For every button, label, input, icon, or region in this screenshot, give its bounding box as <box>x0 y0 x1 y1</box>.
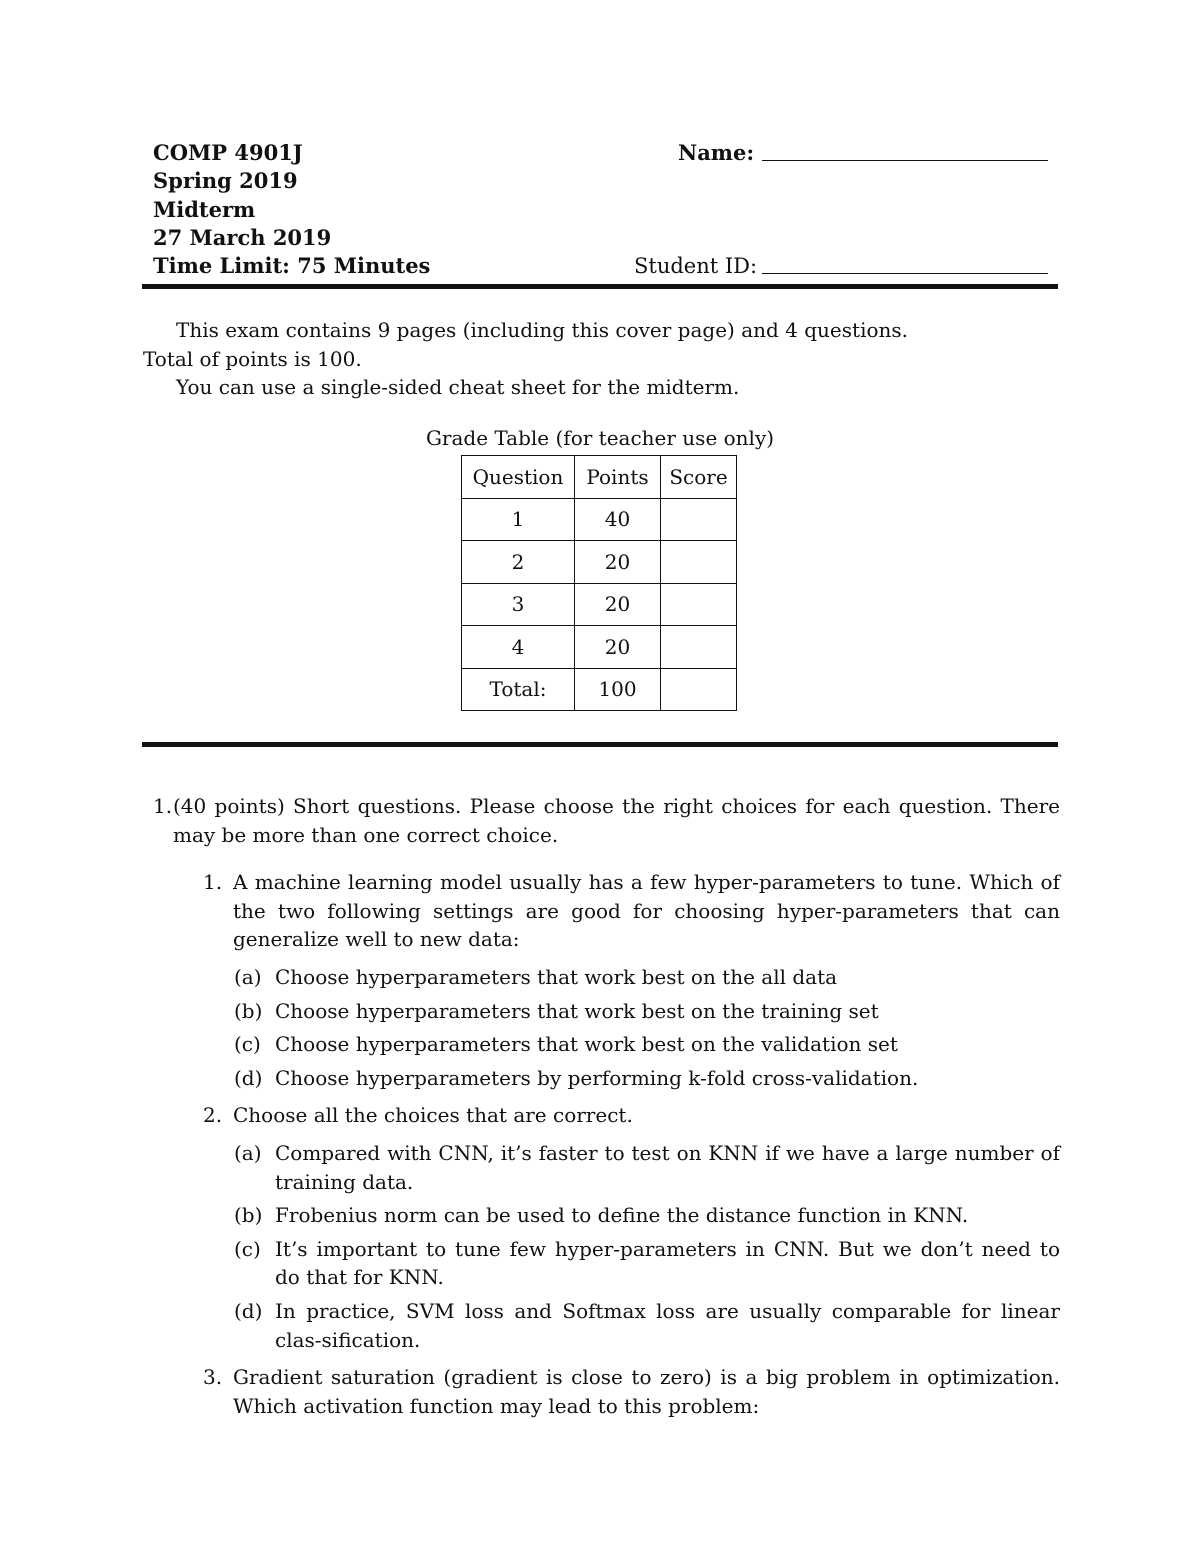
table-row <box>462 498 737 541</box>
option-b <box>142 1201 1060 1230</box>
header-points: Points <box>575 456 661 499</box>
option-a <box>142 963 1060 992</box>
option-d <box>142 1064 1060 1093</box>
row-question: 3 <box>462 583 575 626</box>
row-points: 100 <box>575 668 661 711</box>
exam-header-info <box>153 139 430 280</box>
header-score: Score <box>661 456 737 499</box>
table-row-total <box>462 668 737 711</box>
grade-table <box>461 455 737 711</box>
subquestion-number: 2. <box>203 1103 223 1128</box>
question-text: (40 points) Short questions. Please choose the right choices for each question. There may be more than one correct choice. <box>173 794 1060 847</box>
question-1 <box>142 792 1060 849</box>
row-score <box>661 498 737 541</box>
option-text: Choose hyperparameters by performing k-fold cross-validation. <box>275 1065 919 1090</box>
row-points: 40 <box>575 498 661 541</box>
option-b <box>142 997 1060 1026</box>
table-row <box>462 541 737 584</box>
instruction-cheat-sheet: You can use a single-sided cheat sheet for the midterm. <box>176 375 740 399</box>
instruction-total: Total of points is 100. <box>143 346 362 371</box>
option-text: It’s important to tune few hyper-parameters in CNN. But we don’t need to do that for KNN. <box>275 1236 1060 1290</box>
option-text: Choose hyperparameters that work best on the training set <box>275 998 879 1023</box>
table-row <box>462 583 737 626</box>
option-label: (a) <box>234 1140 262 1165</box>
grade-table-header <box>462 456 737 499</box>
option-label: (a) <box>234 964 262 989</box>
option-label: (d) <box>234 1298 263 1323</box>
exam-instructions <box>143 316 908 402</box>
subquestion-2 <box>142 1101 1060 1130</box>
row-score <box>661 668 737 711</box>
option-text: Choose hyperparameters that work best on the validation set <box>275 1032 898 1057</box>
row-score <box>661 626 737 669</box>
row-question: 2 <box>462 541 575 584</box>
student-id-label: Student ID: <box>634 254 758 278</box>
row-points: 20 <box>575 583 661 626</box>
option-label: (c) <box>234 1236 261 1261</box>
subquestion-3 <box>142 1363 1060 1420</box>
row-points: 20 <box>575 626 661 669</box>
instruction-pages: This exam contains 9 pages (including this cover page) and 4 questions. <box>176 318 909 342</box>
question-number: 1. <box>153 794 173 818</box>
subquestion-number: 1. <box>203 870 223 895</box>
option-c <box>142 1235 1060 1292</box>
option-text: Frobenius norm can be used to define the distance function in KNN. <box>275 1203 969 1228</box>
option-a <box>142 1139 1060 1196</box>
exam-type: Midterm <box>153 196 256 222</box>
subquestion-number: 3. <box>203 1365 223 1390</box>
subquestion-1 <box>142 868 1060 954</box>
option-c <box>142 1030 1060 1059</box>
option-label: (b) <box>234 998 263 1023</box>
table-divider <box>142 742 1058 747</box>
grade-table-caption: Grade Table (for teacher use only) <box>425 426 775 450</box>
option-d <box>142 1297 1060 1354</box>
row-points: 20 <box>575 541 661 584</box>
exam-term: Spring 2019 <box>153 168 298 194</box>
row-score <box>661 541 737 584</box>
student-id-field[interactable] <box>762 273 1048 274</box>
course-code: COMP 4901J <box>153 140 303 165</box>
row-score <box>661 583 737 626</box>
row-question: Total: <box>462 668 575 711</box>
row-question: 4 <box>462 626 575 669</box>
option-label: (c) <box>234 1032 261 1057</box>
name-label: Name: <box>678 140 755 165</box>
option-label: (d) <box>234 1065 263 1090</box>
option-text: Choose hyperparameters that work best on the all data <box>275 964 838 989</box>
header-divider <box>142 284 1058 289</box>
name-field[interactable] <box>762 160 1048 161</box>
header-question: Question <box>462 456 575 499</box>
table-row <box>462 626 737 669</box>
time-limit: Time Limit: 75 Minutes <box>153 253 431 279</box>
row-question: 1 <box>462 498 575 541</box>
option-text: Compared with CNN, it’s faster to test on KNN if we have a large number of training data. <box>275 1140 1060 1194</box>
subquestion-text: Choose all the choices that are correct. <box>233 1103 633 1128</box>
option-text: In practice, SVM loss and Softmax loss are usually comparable for linear clas-sification. <box>275 1298 1060 1352</box>
subquestion-text: A machine learning model usually has a few hyper-parameters to tune. Which of the two following settings are good for choosing hyper-parameters that can generalize well to new data: <box>233 870 1060 952</box>
subquestion-text: Gradient saturation (gradient is close to zero) is a big problem in optimization. Which activation function may lead to this problem: <box>233 1365 1060 1418</box>
exam-date: 27 March 2019 <box>153 224 332 250</box>
option-label: (b) <box>234 1203 263 1228</box>
question-section <box>142 792 1060 1420</box>
